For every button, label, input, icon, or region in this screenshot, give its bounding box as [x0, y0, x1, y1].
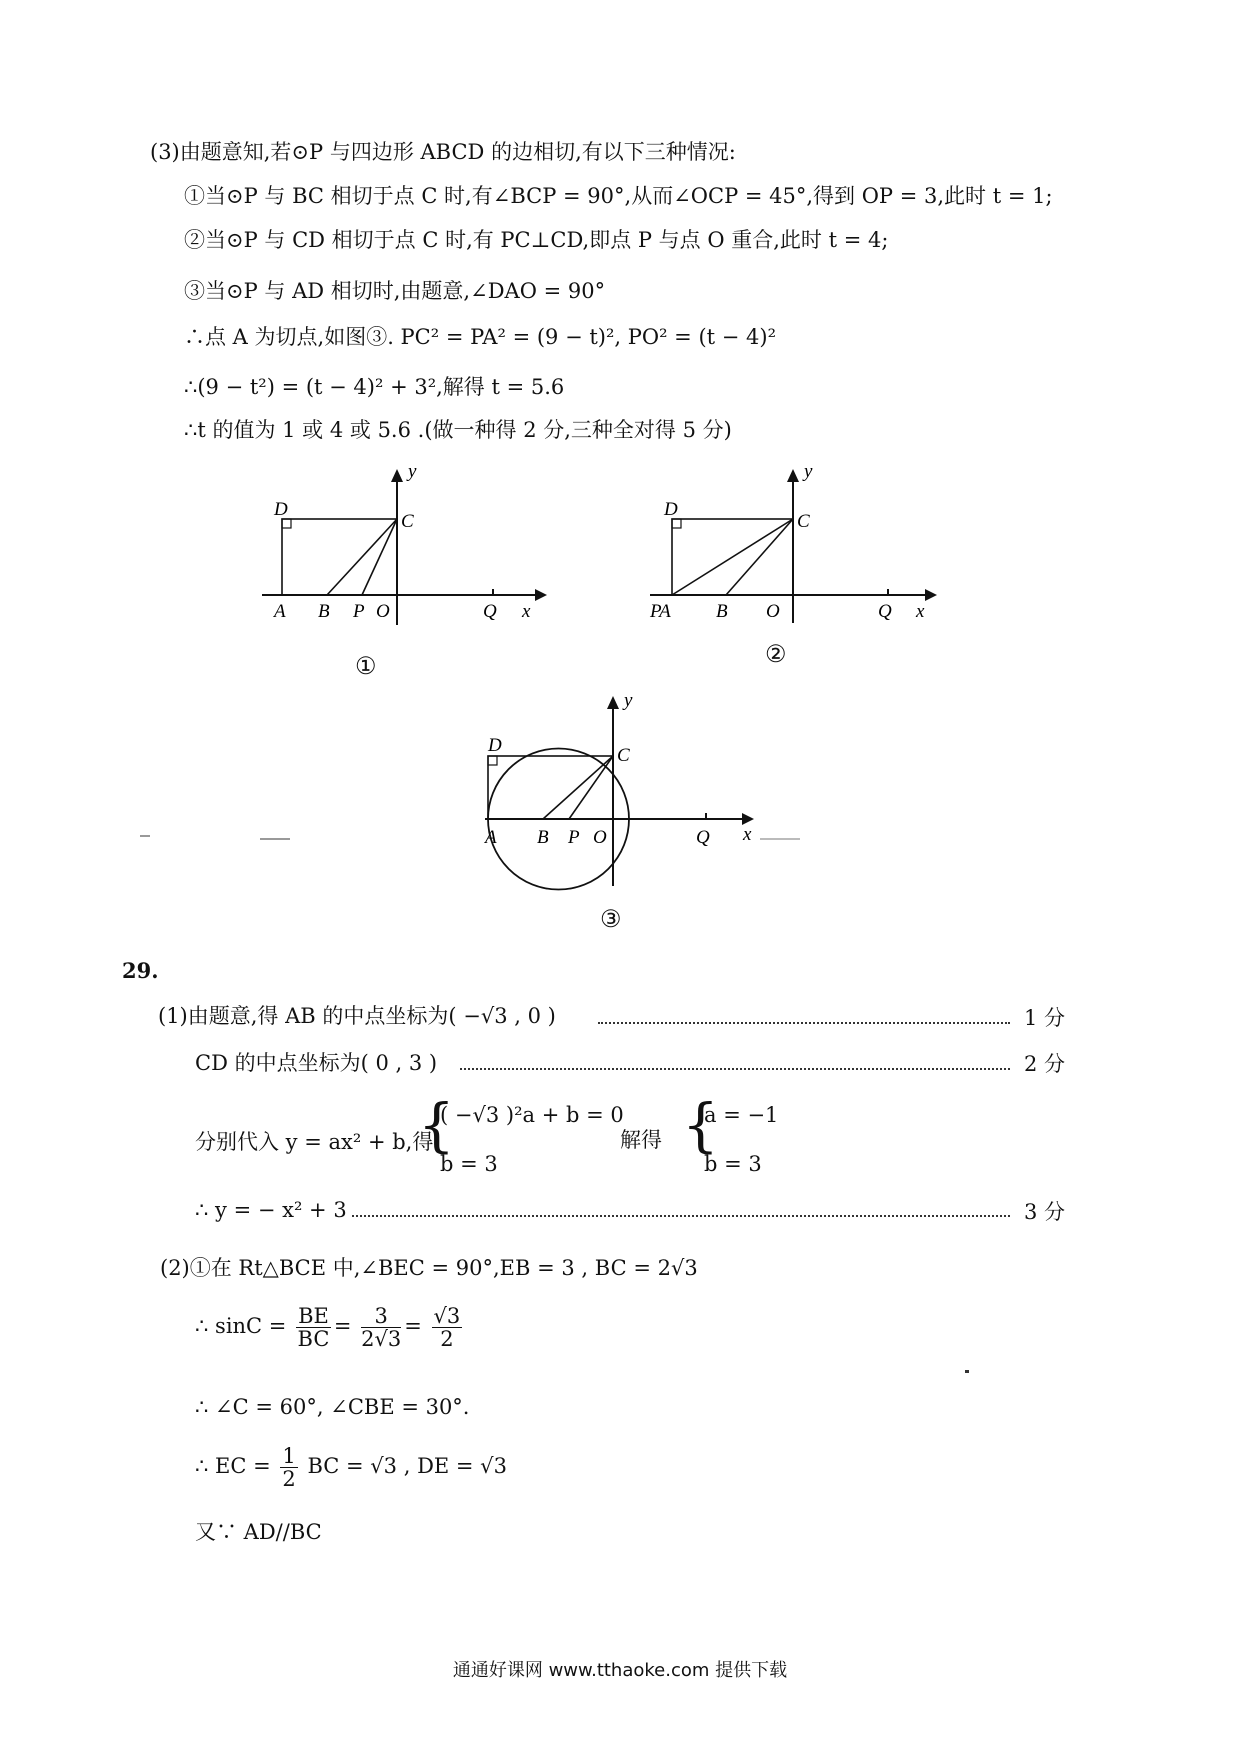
fraction-3-2root3: $\frac{3}{2√3}$: [361, 1304, 402, 1352]
fig1-label-p: P: [353, 601, 365, 622]
fig3-label-d: D: [488, 735, 502, 756]
fraction-root3-2: $\frac{√3}{2}$: [433, 1304, 461, 1352]
q29-p1-sub: 分别代入 y = ax² + b,得: [195, 1130, 434, 1154]
brace-1: {: [418, 1091, 455, 1159]
fig1-label-c: C: [401, 511, 414, 532]
fig1-label-b: B: [318, 601, 330, 622]
q29-angles: ∴ ∠C = 60°, ∠CBE = 30°.: [195, 1395, 470, 1419]
fig3-label-b: B: [537, 827, 549, 848]
fig1-label-y: y: [408, 461, 417, 482]
fig2-caption: ②: [765, 640, 787, 668]
fig1-label-x: x: [522, 601, 531, 622]
question-number: 29.: [122, 958, 159, 983]
fig2-label-y: y: [804, 461, 813, 482]
dot-leader-2: [460, 1068, 1010, 1070]
q29-sin-line: ∴ sinC = $\frac{BE}{BC}$ = $\frac{3}{2√3}$ = $\frac{√3}{2}$: [195, 1304, 461, 1352]
scan-speck: [965, 1370, 969, 1373]
scan-speck: [760, 838, 800, 840]
fig3-label-x: x: [743, 824, 752, 845]
part3-step1: ∴点 A 为切点,如图③. PC² = PA² = (9 − t)², PO² = (t − 4)²: [184, 325, 776, 349]
part3-intro: (3)由题意知,若⊙P 与四边形 ABCD 的边相切,有以下三种情况:: [150, 140, 736, 164]
fig3-label-q: Q: [696, 827, 710, 848]
q29-sys1-bot: b = 3: [440, 1152, 498, 1176]
q29-ec-line: [195, 1445, 507, 1490]
figure-2: [640, 455, 940, 630]
fig2-label-o: O: [766, 601, 780, 622]
fig2-label-pa: PA: [650, 601, 671, 622]
q29-sys1-top: ( −√3 )²a + b = 0: [440, 1103, 624, 1127]
score-3: 3 分: [1024, 1200, 1066, 1224]
ec-prefix: ∴ EC =: [195, 1454, 271, 1479]
ec-suffix: BC = √3 , DE = √3: [307, 1454, 507, 1479]
fig3-label-c: C: [617, 745, 630, 766]
fig1-label-q: Q: [483, 601, 497, 622]
fig1-label-d: D: [274, 499, 288, 520]
fig3-label-p: P: [568, 827, 580, 848]
fig1-caption: ①: [355, 652, 377, 680]
q29-p1-line2: CD 的中点坐标为( 0 , 3 ): [195, 1051, 438, 1075]
scan-speck: [140, 835, 150, 837]
q29-p1-line1: (1)由题意,得 AB 的中点坐标为( −√3 , 0 ): [158, 1004, 556, 1028]
q29-parallel: 又∵ AD//BC: [195, 1520, 322, 1544]
sin-prefix: ∴ sinC =: [195, 1314, 287, 1339]
q29-sys2-bot: b = 3: [704, 1152, 762, 1176]
fig3-label-o: O: [593, 827, 607, 848]
part3-conclusion: ∴t 的值为 1 或 4 或 5.6 .(做一种得 2 分,三种全对得 5 分): [184, 418, 732, 442]
scan-speck: [260, 838, 290, 840]
fig1-label-a: A: [274, 601, 286, 622]
part3-case2: ②当⊙P 与 CD 相切于点 C 时,有 PC⊥CD,即点 P 与点 O 重合,此时 t = 4;: [184, 228, 889, 252]
q29-p2-line1: (2)①在 Rt△BCE 中,∠BEC = 90°,EB = 3 , BC = 2√3: [160, 1256, 698, 1280]
fig3-label-y: y: [624, 690, 633, 711]
score-1: 1 分: [1024, 1006, 1066, 1030]
dot-leader-1: [598, 1022, 1010, 1024]
q29-sys2-top: a = −1: [704, 1103, 779, 1127]
figure-1: [250, 455, 550, 630]
fig1-label-o: O: [376, 601, 390, 622]
q29-solve-label: 解得: [620, 1128, 662, 1152]
fig2-label-d: D: [664, 499, 678, 520]
fig2-label-c: C: [797, 511, 810, 532]
part3-step2: ∴(9 − t²) = (t − 4)² + 3²,解得 t = 5.6: [184, 375, 565, 399]
figure-3: [475, 686, 775, 901]
fig3-label-a: A: [485, 827, 497, 848]
fraction-half: $\frac{1}{2}$: [282, 1444, 296, 1492]
footer-credit: 通通好课网 www.tthaoke.com 提供下载: [452, 1660, 788, 1681]
part3-case1: ①当⊙P 与 BC 相切于点 C 时,有∠BCP = 90°,从而∠OCP = 45°,得到 OP = 3,此时 t = 1;: [184, 184, 1053, 208]
part3-case3: ③当⊙P 与 AD 相切时,由题意,∠DAO = 90°: [184, 279, 606, 303]
brace-2: {: [682, 1091, 719, 1159]
dot-leader-3: [352, 1215, 1010, 1217]
fig2-label-b: B: [716, 601, 728, 622]
fig2-label-x: x: [916, 601, 925, 622]
fraction-be-bc: $\frac{BE}{BC}$: [297, 1304, 330, 1352]
score-2: 2 分: [1024, 1052, 1066, 1076]
fig2-label-q: Q: [878, 601, 892, 622]
fig3-caption: ③: [600, 905, 622, 933]
q29-p1-result: ∴ y = − x² + 3: [195, 1198, 347, 1222]
